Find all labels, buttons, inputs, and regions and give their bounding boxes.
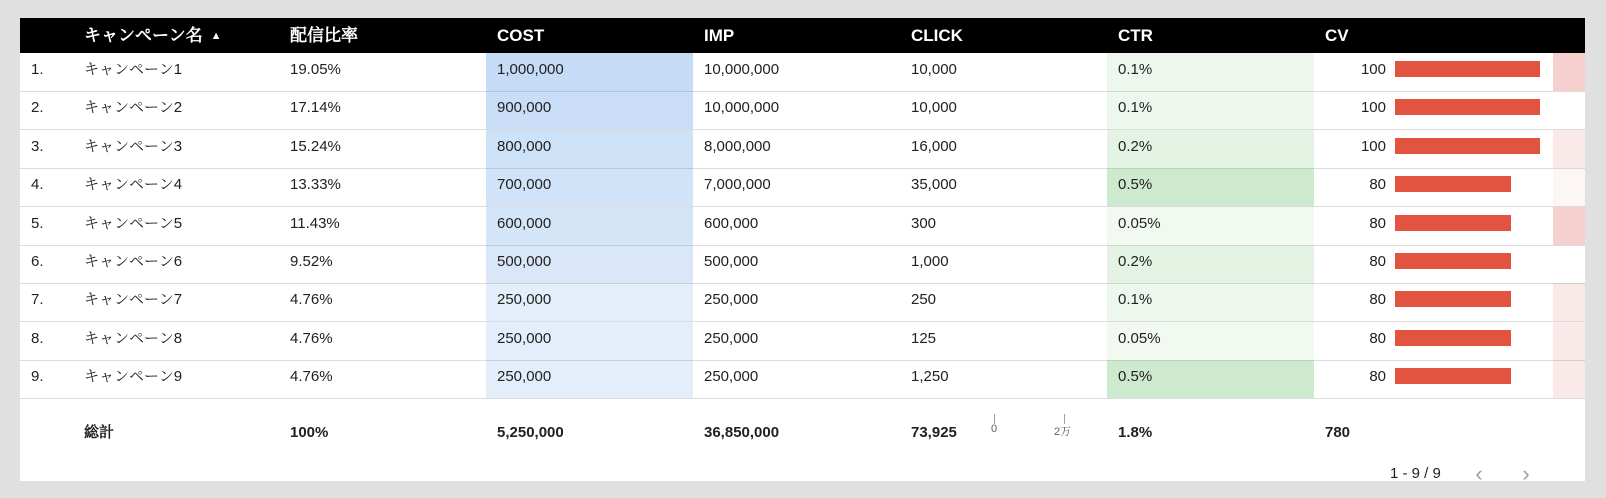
click-value: 16,000 bbox=[911, 137, 957, 155]
delivery-ratio: 15.24% bbox=[290, 137, 341, 155]
chevron-left-icon[interactable]: ‹ bbox=[1475, 461, 1483, 486]
cv-heat-cell bbox=[1553, 53, 1585, 91]
row-index: 4. bbox=[31, 176, 44, 194]
imp-value: 250,000 bbox=[704, 291, 759, 309]
column-header-ratio[interactable]: 配信比率 bbox=[290, 26, 358, 45]
table-header bbox=[20, 18, 1585, 53]
cv-value: 80 bbox=[1369, 253, 1386, 270]
cv-value: 80 bbox=[1369, 329, 1386, 347]
totals-cv: 780 bbox=[1325, 424, 1351, 441]
campaign-name: キャンペーン4 bbox=[84, 176, 183, 194]
table-row[interactable] bbox=[20, 207, 1585, 246]
row-index: 5. bbox=[31, 214, 44, 232]
table-row[interactable] bbox=[20, 168, 1585, 207]
table-row[interactable] bbox=[20, 245, 1585, 284]
column-header-name[interactable] bbox=[84, 18, 222, 53]
imp-value: 10,000,000 bbox=[704, 99, 780, 117]
sort-ascending-icon: ▲ bbox=[210, 30, 222, 42]
cv-bar bbox=[1395, 138, 1540, 154]
row-index: 9. bbox=[31, 368, 44, 386]
totals-ratio: 100% bbox=[290, 424, 329, 441]
cv-value: 80 bbox=[1369, 176, 1386, 194]
cv-heat-cell bbox=[1553, 168, 1585, 206]
imp-value: 250,000 bbox=[704, 329, 759, 347]
ctr-value: 0.05% bbox=[1107, 322, 1314, 360]
cv-heat-cell bbox=[1553, 360, 1585, 398]
cost-value: 800,000 bbox=[486, 130, 693, 168]
ctr-value: 0.2% bbox=[1107, 245, 1314, 283]
campaign-name: キャンペーン2 bbox=[84, 99, 183, 117]
table-row[interactable] bbox=[20, 130, 1585, 169]
imp-value: 7,000,000 bbox=[704, 176, 771, 194]
column-header-imp[interactable]: IMP bbox=[704, 26, 735, 45]
campaign-name: キャンペーン9 bbox=[84, 368, 183, 386]
ctr-value: 0.1% bbox=[1107, 283, 1314, 321]
imp-value: 10,000,000 bbox=[704, 61, 780, 78]
delivery-ratio: 4.76% bbox=[290, 291, 333, 309]
delivery-ratio: 11.43% bbox=[290, 214, 340, 232]
campaign-name: キャンペーン5 bbox=[84, 214, 183, 232]
row-index: 6. bbox=[31, 253, 44, 270]
cv-value: 100 bbox=[1360, 137, 1386, 155]
totals-ctr: 1.8% bbox=[1118, 424, 1153, 441]
cv-bar bbox=[1395, 368, 1511, 384]
cv-value: 80 bbox=[1369, 368, 1386, 386]
cv-bar bbox=[1395, 215, 1511, 231]
row-index: 2. bbox=[31, 99, 44, 117]
delivery-ratio: 9.52% bbox=[290, 253, 333, 270]
cost-value: 900,000 bbox=[486, 91, 693, 129]
cv-value: 100 bbox=[1360, 99, 1386, 117]
campaign-name: キャンペーン3 bbox=[84, 137, 183, 155]
cost-value: 250,000 bbox=[486, 283, 693, 321]
chevron-right-icon[interactable]: › bbox=[1522, 461, 1530, 486]
totals-label: 総計 bbox=[84, 424, 115, 441]
table-row[interactable] bbox=[20, 283, 1585, 322]
imp-value: 500,000 bbox=[704, 253, 759, 270]
cost-value: 250,000 bbox=[486, 322, 693, 360]
column-header-cost[interactable]: COST bbox=[497, 26, 545, 45]
cv-bar bbox=[1395, 253, 1511, 269]
imp-value: 8,000,000 bbox=[704, 137, 771, 155]
click-bar-axis bbox=[991, 414, 1084, 444]
ctr-value: 0.05% bbox=[1107, 207, 1314, 245]
axis-label-min: 0 bbox=[991, 423, 998, 435]
cost-value: 600,000 bbox=[486, 207, 693, 245]
cv-heat-cell bbox=[1553, 91, 1585, 129]
pagination-range: 1 - 9 / 9 bbox=[1390, 465, 1441, 482]
table-row[interactable] bbox=[20, 360, 1585, 399]
table-row[interactable] bbox=[20, 322, 1585, 361]
ctr-value: 0.5% bbox=[1107, 168, 1314, 206]
totals-cost: 5,250,000 bbox=[497, 424, 564, 441]
click-value: 300 bbox=[911, 214, 937, 232]
cv-heat-cell bbox=[1553, 130, 1585, 168]
column-header-ctr[interactable]: CTR bbox=[1118, 26, 1153, 45]
row-index: 1. bbox=[31, 61, 44, 78]
click-value: 250 bbox=[911, 291, 937, 309]
row-index: 7. bbox=[31, 291, 44, 309]
cv-heat-cell bbox=[1553, 245, 1585, 283]
cv-heat-cell bbox=[1553, 283, 1585, 321]
campaign-table-panel bbox=[20, 18, 1585, 486]
campaign-name: キャンペーン8 bbox=[84, 329, 183, 347]
ctr-value: 0.5% bbox=[1107, 360, 1314, 398]
imp-value: 250,000 bbox=[704, 368, 759, 386]
campaign-name: キャンペーン7 bbox=[84, 291, 183, 309]
cv-value: 100 bbox=[1360, 61, 1386, 78]
cv-bar bbox=[1395, 61, 1540, 77]
column-header-name-label: キャンペーン名 bbox=[84, 26, 203, 45]
cv-bar bbox=[1395, 291, 1511, 307]
table-row[interactable] bbox=[20, 53, 1585, 92]
cost-value: 1,000,000 bbox=[486, 53, 693, 91]
table-row[interactable] bbox=[20, 91, 1585, 130]
ctr-value: 0.2% bbox=[1107, 130, 1314, 168]
click-value: 10,000 bbox=[911, 99, 957, 117]
totals-click: 73,925 bbox=[911, 424, 957, 441]
row-index: 8. bbox=[31, 329, 44, 347]
click-value: 1,000 bbox=[911, 253, 949, 270]
cv-heat-cell bbox=[1553, 322, 1585, 360]
axis-label-max: 2万 bbox=[1054, 426, 1072, 438]
click-value: 35,000 bbox=[911, 176, 957, 194]
ctr-value: 0.1% bbox=[1107, 53, 1314, 91]
campaign-name: キャンペーン1 bbox=[84, 61, 183, 78]
column-header-cv[interactable]: CV bbox=[1325, 26, 1349, 45]
imp-value: 600,000 bbox=[704, 214, 759, 232]
cost-value: 250,000 bbox=[486, 360, 693, 398]
cost-value: 700,000 bbox=[486, 168, 693, 206]
delivery-ratio: 13.33% bbox=[290, 176, 341, 194]
column-header-click[interactable]: CLICK bbox=[911, 26, 963, 45]
campaign-name: キャンペーン6 bbox=[84, 253, 183, 270]
click-value: 10,000 bbox=[911, 61, 957, 78]
cost-value: 500,000 bbox=[486, 245, 693, 283]
click-value: 125 bbox=[911, 329, 937, 347]
totals-imp: 36,850,000 bbox=[704, 424, 780, 441]
delivery-ratio: 19.05% bbox=[290, 61, 341, 78]
ctr-value: 0.1% bbox=[1107, 91, 1314, 129]
cv-bar bbox=[1395, 176, 1511, 192]
cv-value: 80 bbox=[1369, 291, 1386, 309]
cv-bar bbox=[1395, 99, 1540, 115]
click-value: 1,250 bbox=[911, 368, 949, 386]
cv-heat-cell bbox=[1553, 207, 1585, 245]
delivery-ratio: 4.76% bbox=[290, 329, 333, 347]
totals-row bbox=[20, 414, 1585, 452]
cv-bar bbox=[1395, 330, 1511, 346]
cv-value: 80 bbox=[1369, 214, 1386, 232]
delivery-ratio: 4.76% bbox=[290, 368, 333, 386]
row-index: 3. bbox=[31, 137, 44, 155]
delivery-ratio: 17.14% bbox=[290, 99, 341, 117]
